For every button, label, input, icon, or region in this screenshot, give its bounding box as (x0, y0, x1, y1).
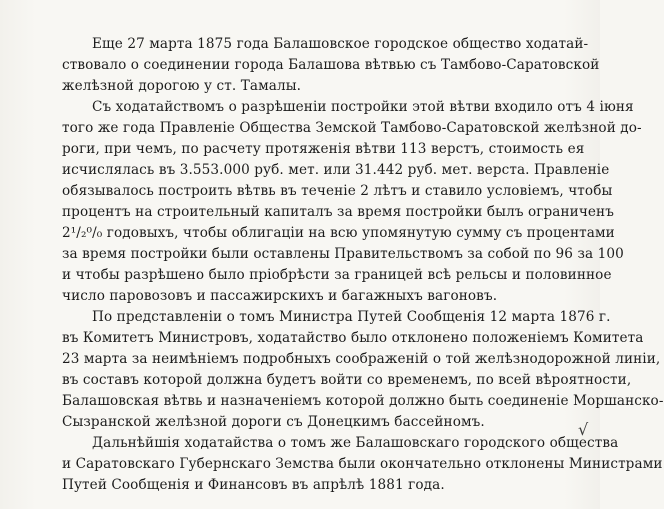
paragraph-3-line-1: По представленіи о томъ Министра Путей Сообщенія 12 марта 1876 г. (92, 309, 611, 325)
paragraph-2-line-7: 2¹/₂⁰/₀ годовыхъ, чтобы облигаціи на всю упомянутую сумму съ процентами (62, 225, 615, 241)
paragraph-1-line-2: ствовало о соединении города Балашова вѣтвью съ Тамбово-Саратовской (62, 57, 600, 73)
paragraph-2-line-4: исчислялась въ 3.553.000 руб. мет. или 31.442 руб. мет. верста. Правленіе (62, 162, 610, 178)
paragraph-4-line-3: Путей Сообщенія и Финансовъ въ апрѣлѣ 1881 года. (62, 477, 445, 493)
paragraph-1-line-1: Еще 27 марта 1875 года Балашовское городское общество ходатай- (92, 36, 589, 52)
paragraph-1-line-3: желѣзной дорогою у ст. Тамалы. (62, 78, 302, 94)
paragraph-2-line-10: число паровозовъ и пассажирскихъ и багажныхъ вагоновъ. (62, 288, 498, 304)
paragraph-2-line-1: Съ ходатайствомъ о разрѣшеніи постройки этой вѣтви входило отъ 4 іюня (92, 99, 634, 115)
paragraph-2-line-6: процентъ на строительный капиталъ за время постройки былъ ограниченъ (62, 204, 614, 220)
paragraph-2-line-2: того же года Правленіе Общества Земской Тамбово-Саратовской желѣзной до- (62, 120, 642, 136)
margin-check-mark: √ (578, 420, 589, 439)
paragraph-2-line-5: обязывалось построить вѣтвь въ теченіе 2 лѣтъ и ставило условіемъ, чтобы (62, 183, 613, 199)
paragraph-2-line-3: роги, при чемъ, по расчету протяженія вѣтви 113 верстъ, стоимость ея (62, 141, 585, 157)
paragraph-2-line-8: за время постройки были оставлены Правительствомъ за собой по 96 за 100 (62, 246, 624, 262)
paragraph-3-line-5: Балашовская вѣтвь и назначеніемъ которой должно быть соединеніе Моршанско- (62, 393, 664, 409)
paragraph-3-line-3: 23 марта за неимѣніемъ подробныхъ соображеній о той желѣзнодорожной линіи, (62, 351, 661, 367)
paragraph-2-line-9: и чтобы разрѣшено было пріобрѣсти за границей всѣ рельсы и половинное (62, 267, 612, 283)
paragraph-3-line-2: въ Комитетъ Министровъ, ходатайство было отклонено положеніемъ Комитета (62, 330, 644, 346)
paragraph-3-line-6: Сызранской желѣзной дороги съ Донецкимъ бассейномъ. (62, 414, 485, 430)
paragraph-4-line-2: и Саратовскаго Губернскаго Земства были окончательно отклонены Министрами (62, 456, 663, 472)
paragraph-4-line-1: Дальнѣйшія ходатайства о томъ же Балашовскаго городского общества (92, 435, 619, 451)
paragraph-3-line-4: въ составъ которой должна будетъ войти со временемъ, по всей вѣроятности, (62, 372, 632, 388)
